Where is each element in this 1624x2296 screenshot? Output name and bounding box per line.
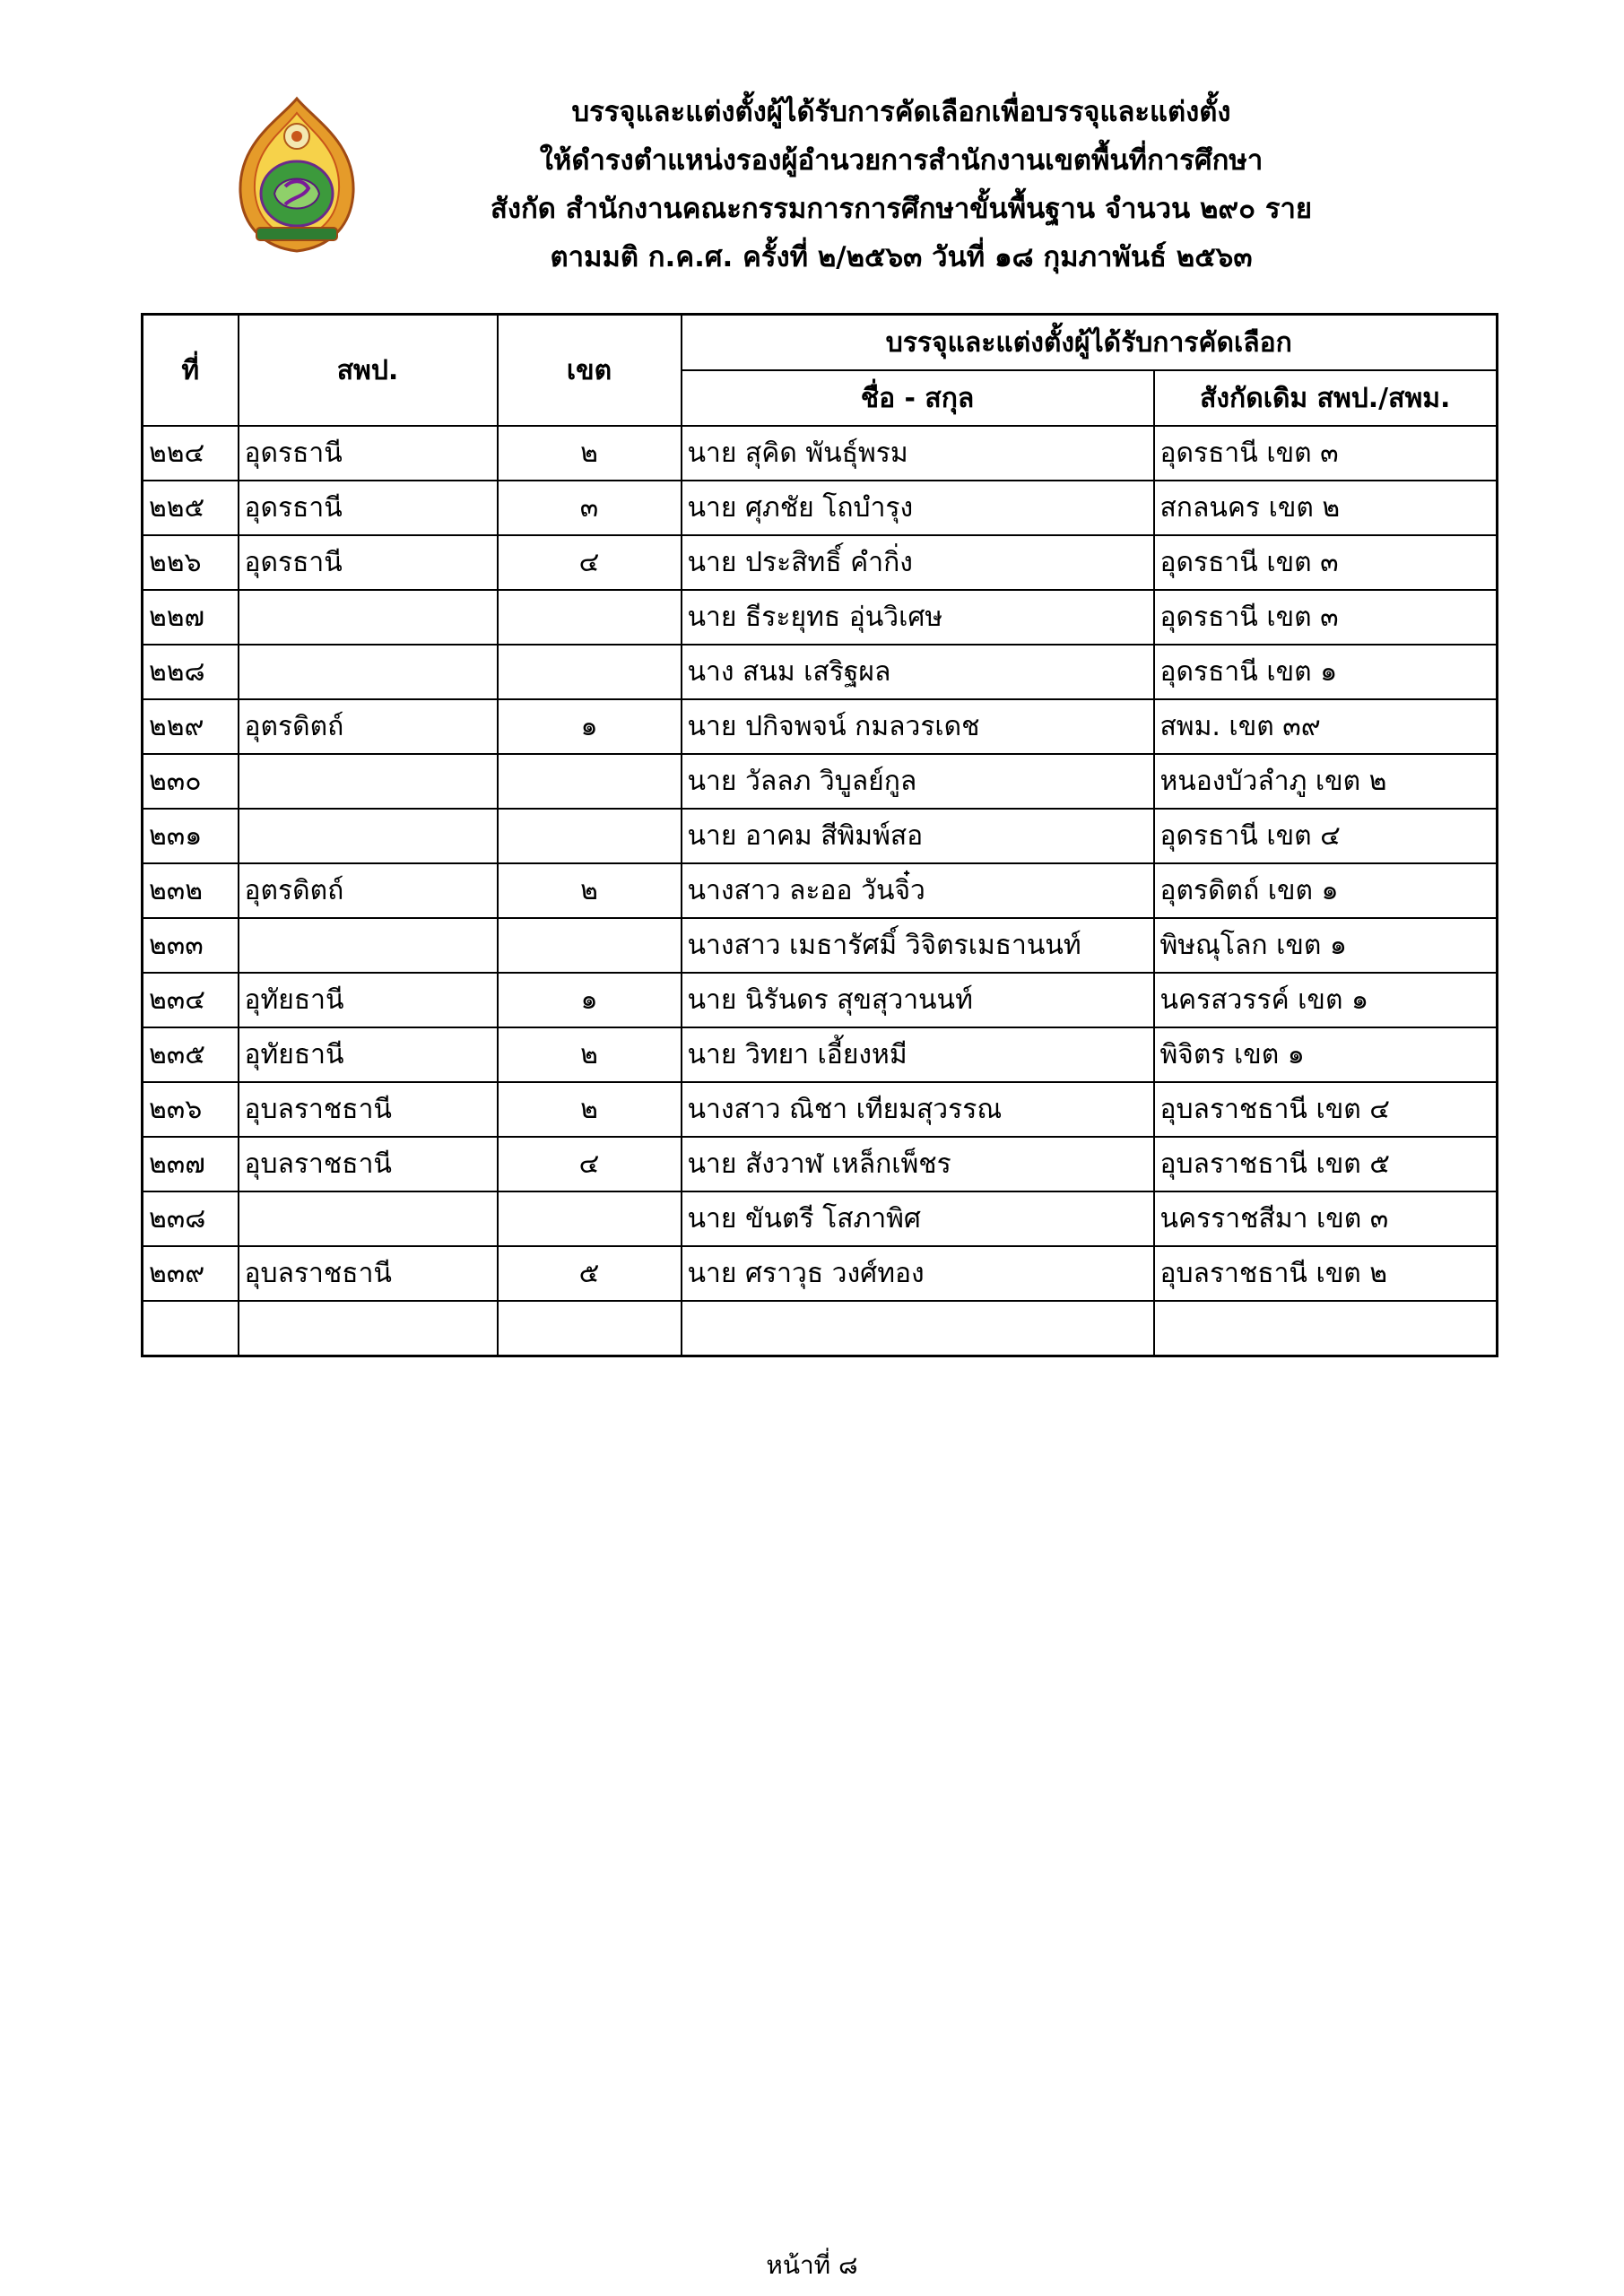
header-name: ชื่อ - สกุล [682, 370, 1154, 426]
cell-zone [498, 754, 682, 809]
cell-name: นาย สุคิด พันธุ์พรม [682, 426, 1154, 481]
header-office: สพป. [239, 315, 498, 427]
cell-office [239, 809, 498, 863]
cell-origin: พิษณุโลก เขต ๑ [1154, 918, 1498, 973]
table-row [143, 1301, 1498, 1356]
cell-origin: อุดรธานี เขต ๓ [1154, 535, 1498, 590]
table-row [143, 754, 1498, 809]
cell-no: ๒๓๐ [143, 754, 239, 809]
cell-office [239, 918, 498, 973]
cell-no: ๒๓๒ [143, 863, 239, 918]
appointment-table [141, 313, 1498, 1357]
cell-no: ๒๓๑ [143, 809, 239, 863]
table-row [143, 645, 1498, 699]
cell-zone [498, 1301, 682, 1356]
cell-office: อุทัยธานี [239, 1027, 498, 1082]
table-row [143, 426, 1498, 481]
cell-no: ๒๒๖ [143, 535, 239, 590]
cell-name: นาย ขันตรี โสภาพิศ [682, 1191, 1154, 1246]
title-line-3: สังกัด สำนักงานคณะกรรมการการศึกษาขั้นพื้นฐาน จำนวน ๒๙๐ ราย [490, 193, 1313, 225]
cell-office: อุบลราชธานี [239, 1246, 498, 1301]
table-row [143, 809, 1498, 863]
table-row [143, 863, 1498, 918]
cell-origin: อุบลราชธานี เขต ๒ [1154, 1246, 1498, 1301]
cell-origin: นครราชสีมา เขต ๓ [1154, 1191, 1498, 1246]
cell-zone: ๔ [498, 535, 682, 590]
cell-no: ๒๓๕ [143, 1027, 239, 1082]
table-row [143, 1137, 1498, 1191]
table-row [143, 973, 1498, 1027]
cell-origin: อุดรธานี เขต ๑ [1154, 645, 1498, 699]
header-zone: เขต [498, 315, 682, 427]
cell-no: ๒๓๖ [143, 1082, 239, 1137]
table-row [143, 1027, 1498, 1082]
cell-origin: หนองบัวลำภู เขต ๒ [1154, 754, 1498, 809]
cell-name: นาย นิรันดร สุขสุวานนท์ [682, 973, 1154, 1027]
cell-zone: ๒ [498, 1027, 682, 1082]
header-origin: สังกัดเดิม สพป./สพม. [1154, 370, 1498, 426]
header-group: บรรจุและแต่งตั้งผู้ได้รับการคัดเลือก [682, 315, 1498, 371]
table-row [143, 918, 1498, 973]
cell-no: ๒๓๘ [143, 1191, 239, 1246]
cell-origin: สพม. เขต ๓๙ [1154, 699, 1498, 754]
cell-name: นาย ศราวุธ วงศ์ทอง [682, 1246, 1154, 1301]
cell-office: อุบลราชธานี [239, 1082, 498, 1137]
cell-origin: สกลนคร เขต ๒ [1154, 481, 1498, 535]
cell-no: ๒๒๗ [143, 590, 239, 645]
cell-office [239, 754, 498, 809]
title-line-1: บรรจุและแต่งตั้งผู้ได้รับการคัดเลือกเพื่อบรรจุและแต่งตั้ง [571, 96, 1231, 128]
cell-no [143, 1301, 239, 1356]
cell-origin: อุตรดิตถ์ เขต ๑ [1154, 863, 1498, 918]
document-title [359, 88, 1444, 282]
cell-origin [1154, 1301, 1498, 1356]
cell-name: นาย ประสิทธิ์ คำกิ่ง [682, 535, 1154, 590]
cell-no: ๒๒๔ [143, 426, 239, 481]
cell-name: นาย ปกิจพจน์ กมลวรเดช [682, 699, 1154, 754]
cell-office [239, 1191, 498, 1246]
cell-office: อุดรธานี [239, 535, 498, 590]
cell-name: นาย อาคม สีพิมพ์สอ [682, 809, 1154, 863]
table-row [143, 1082, 1498, 1137]
cell-name: นางสาว ณิชา เทียมสุวรรณ [682, 1082, 1154, 1137]
cell-origin: อุบลราชธานี เขต ๕ [1154, 1137, 1498, 1191]
cell-name: นางสาว ละออ วันจิ๋ว [682, 863, 1154, 918]
header-no: ที่ [143, 315, 239, 427]
cell-zone [498, 1191, 682, 1246]
cell-zone: ๓ [498, 481, 682, 535]
title-line-4: ตามมติ ก.ค.ศ. ครั้งที่ ๒/๒๕๖๓ วันที่ ๑๘ กุมภาพันธ์ ๒๕๖๓ [550, 241, 1253, 273]
table-row [143, 1191, 1498, 1246]
cell-no: ๒๒๕ [143, 481, 239, 535]
cell-office [239, 1301, 498, 1356]
table-row [143, 1246, 1498, 1301]
cell-name: นาย สังวาฬ เหล็กเพ็ชร [682, 1137, 1154, 1191]
cell-name: นาย วัลลภ วิบูลย์กูล [682, 754, 1154, 809]
cell-zone [498, 645, 682, 699]
cell-office [239, 645, 498, 699]
page-number: หน้าที่ ๘ [766, 2250, 858, 2280]
cell-office [239, 590, 498, 645]
cell-no: ๒๒๙ [143, 699, 239, 754]
cell-zone: ๕ [498, 1246, 682, 1301]
cell-zone [498, 590, 682, 645]
table-row [143, 590, 1498, 645]
table-row [143, 699, 1498, 754]
cell-no: ๒๒๘ [143, 645, 239, 699]
obec-emblem-logo [230, 93, 364, 255]
cell-zone: ๑ [498, 699, 682, 754]
cell-no: ๒๓๔ [143, 973, 239, 1027]
cell-no: ๒๓๗ [143, 1137, 239, 1191]
cell-origin: อุดรธานี เขต ๓ [1154, 426, 1498, 481]
cell-name [682, 1301, 1154, 1356]
cell-name: นาย วิทยา เอี้ยงหมี [682, 1027, 1154, 1082]
table-row [143, 481, 1498, 535]
cell-office: อุบลราชธานี [239, 1137, 498, 1191]
cell-origin: นครสวรรค์ เขต ๑ [1154, 973, 1498, 1027]
cell-office: อุตรดิตถ์ [239, 863, 498, 918]
cell-origin: พิจิตร เขต ๑ [1154, 1027, 1498, 1082]
cell-office: อุตรดิตถ์ [239, 699, 498, 754]
cell-origin: อุบลราชธานี เขต ๔ [1154, 1082, 1498, 1137]
cell-zone: ๒ [498, 863, 682, 918]
cell-name: นาย ธีระยุทธ อุ่นวิเศษ [682, 590, 1154, 645]
cell-zone: ๑ [498, 973, 682, 1027]
cell-origin: อุดรธานี เขต ๔ [1154, 809, 1498, 863]
cell-name: นาย ศุภชัย โถบำรุง [682, 481, 1154, 535]
cell-zone [498, 918, 682, 973]
cell-name: นาง สนม เสริฐผล [682, 645, 1154, 699]
cell-office: อุดรธานี [239, 426, 498, 481]
cell-office: อุทัยธานี [239, 973, 498, 1027]
cell-zone: ๒ [498, 1082, 682, 1137]
cell-no: ๒๓๓ [143, 918, 239, 973]
cell-no: ๒๓๙ [143, 1246, 239, 1301]
cell-origin: อุดรธานี เขต ๓ [1154, 590, 1498, 645]
cell-name: นางสาว เมธารัศมิ์ วิจิตรเมธานนท์ [682, 918, 1154, 973]
cell-zone: ๒ [498, 426, 682, 481]
cell-zone [498, 809, 682, 863]
cell-zone: ๔ [498, 1137, 682, 1191]
title-line-2: ให้ดำรงตำแหน่งรองผู้อำนวยการสำนักงานเขตพื้นที่การศึกษา [539, 144, 1264, 177]
table-row [143, 535, 1498, 590]
cell-office: อุดรธานี [239, 481, 498, 535]
